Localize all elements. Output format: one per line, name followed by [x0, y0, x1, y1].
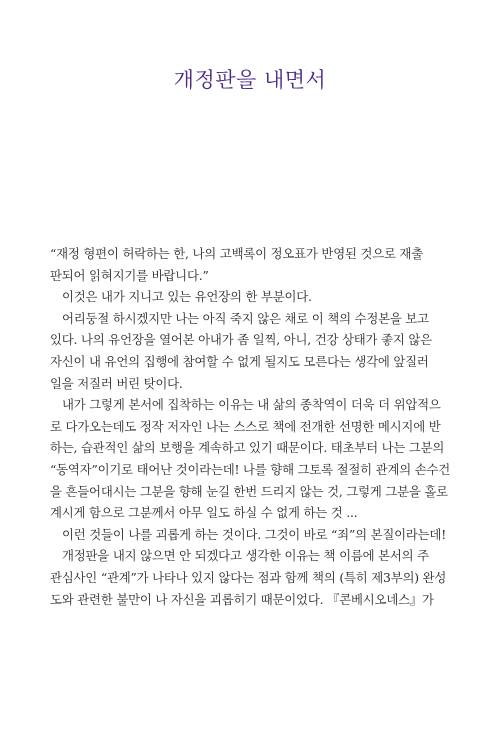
- body-text: [50, 243, 450, 610]
- text-line: 개정판을 내지 않으면 안 되겠다고 생각한 이유는 책 이름에 본서의 주: [62, 548, 429, 564]
- text-line: “동역자”이기로 태어난 것이라는데! 나를 향해 그토록 절절히 관계의 손수건: [50, 461, 450, 477]
- text-line: 있다. 나의 유언장을 열어본 아내가 좀 일찍, 아니, 건강 상태가 좋지 않은: [50, 332, 432, 348]
- text-line: 판되어 읽혀지기를 바랍니다.”: [50, 267, 209, 283]
- text-line: 하는, 습관적인 삶의 보행을 계속하고 있기 때문이다. 태초부터 나는 그분의: [50, 440, 445, 456]
- text-line: 내가 그렇게 본서에 집착하는 이유는 내 삶의 종착역이 더욱 더 위압적으: [62, 397, 441, 413]
- text-line: 자신이 내 유언의 집행에 참여할 수 없게 될지도 모른다는 생각에 앞질러: [50, 353, 429, 369]
- text-line: 계시게 함으로 그분께서 아무 일도 하실 수 없게 하는 것 ...: [50, 505, 358, 521]
- text-line: 을 흔들어대시는 그분을 향해 눈길 한번 드리지 않는 것, 그렇게 그분을 홀로: [50, 483, 448, 499]
- text-line: 로 다가오는데도 정작 저자인 나는 스스로 책에 전개한 선명한 메시지에 반: [50, 418, 441, 434]
- text-line: 도와 관련한 불만이 나 자신을 괴롭히기 때문이었다. 『콘베시오네스』가: [50, 591, 434, 607]
- page-title: 개정판을 내면서: [173, 68, 327, 92]
- text-line: “재정 형편이 허락하는 한, 나의 고백록이 정오표가 반영된 것으로 재출: [50, 246, 424, 261]
- text-line: 관심사인 “관계”가 나타나 있지 않다는 점과 함께 책의 (특히 제3부의) 완성: [50, 569, 447, 585]
- text-line: 어리둥절 하시겠지만 나는 아직 죽지 않은 채로 이 책의 수정본을 보고: [62, 310, 429, 326]
- text-line: 이런 것들이 나를 괴롭게 하는 것이다. 그것이 바로 “죄”의 본질이라는데!: [62, 526, 446, 542]
- text-line: 일을 저질러 버린 탓이다.: [50, 375, 183, 391]
- text-line: 이것은 내가 지니고 있는 유언장의 한 부분이다.: [62, 289, 312, 305]
